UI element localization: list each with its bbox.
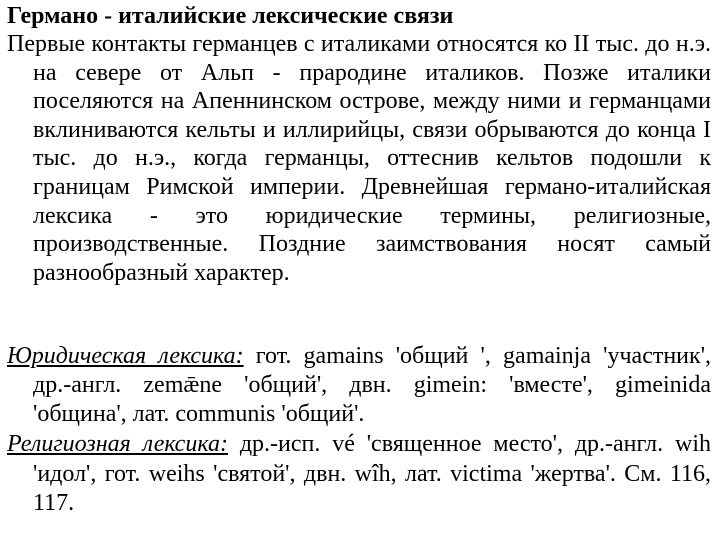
- legal-vocabulary-text: гот. gamains 'общий ', gamainja 'участник', др.-англ. zemǣne 'общий', двн. gimein: 'вместе', gimeinida 'община', лат. communis 'общий'.: [33, 343, 712, 427]
- legal-vocabulary-paragraph: [7, 342, 711, 429]
- intro-paragraph: Первые контакты германцев с италиками относятся ко II тыс. до н.э. на севере от Альп - прародине италиков. Позже италики поселяются на Апеннинском острове, между ними и германцами вклиниваются кельты и иллирийцы, связи обрываются до конца I тыс. до н.э., когда германцы, оттеснив кельтов подошли к границам Римской империи. Древнейшая германо-италийская лексика - это юридические термины, религиозные, производственные. Поздние заимствования носят самый разнообразный характер.: [7, 31, 711, 286]
- religious-vocabulary-text: др.-исп. vé 'священное место', др.-англ. wih 'идол', гот. weihs 'святой', двн. wîh, лат. victima 'жертва'. См. 116, 117.: [33, 431, 711, 516]
- religious-vocabulary-paragraph: [7, 430, 711, 519]
- religious-vocabulary-term: Религиозная лексика:: [7, 431, 228, 457]
- legal-vocabulary-term: Юридическая лексика:: [7, 343, 244, 369]
- heading: Германо - италийские лексические связи: [7, 3, 454, 29]
